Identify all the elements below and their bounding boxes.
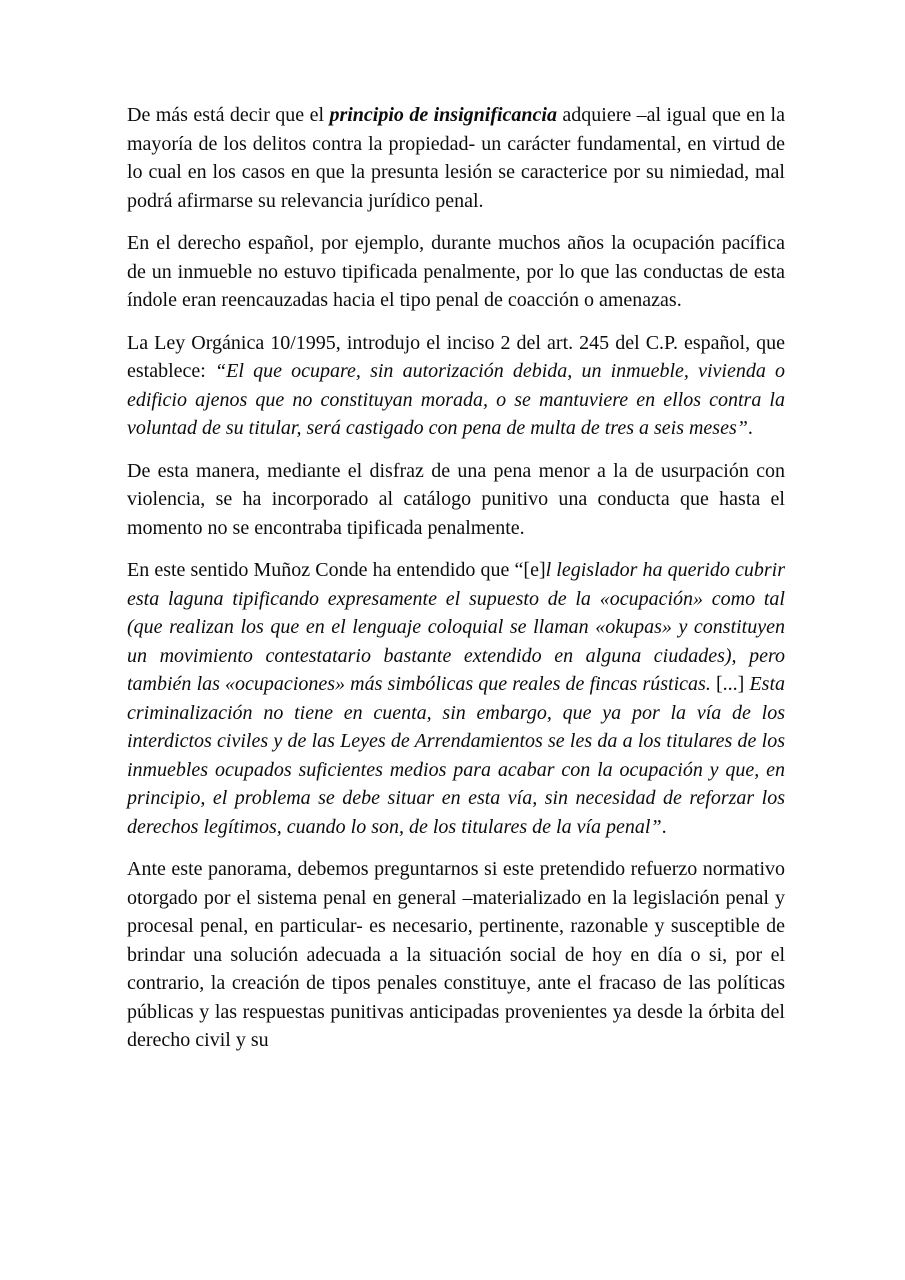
text-run: principio de insignificancia [329,104,557,126]
text-run: Ante este panorama, debemos preguntarnos si este pretendido refuerzo normativo otorgado por el sistema penal en general –materializado en la legislación penal y procesal penal, en particular- es necesario, pertinente, razonable y susceptible de brindar una solución adecuada a la situación social de hoy en día o si, por el contrario, la creación de tipos penales constituye, ante el fracaso de las políticas públicas y las respuestas punitivas anticipadas provenientes ya desde la órbita del derecho civil y su [127,858,785,1051]
document-body [127,101,785,1069]
text-run: . [747,417,753,439]
text-run: De más está decir que el [127,104,330,126]
text-run: En este sentido Muñoz Conde ha entendido que “[e] [127,559,546,581]
text-run: . [661,815,667,838]
text-run: La Ley Orgánica 10/1995, introdujo el inciso 2 del art. 245 del C.P. español, que establece: [127,331,785,382]
text-run: Esta criminalización no tiene en cuenta, sin embargo, que ya por la vía de los interdictos civiles y de las Leyes de Arrendamientos se les da a los titulares de los inmuebles ocupados suficientes medios para acabar con la ocupación y que, en principio, el problema se debe situar en esta vía, sin necesidad de reforzar los derechos legítimos, cuando lo son, de los titulares de la vía penal” [127,673,785,838]
text-run: “El que ocupare, sin autorización debida, un inmueble, vivienda o edificio ajenos que no constituyan morada, o se mantuviere en ellos contra la voluntad de su titular, será castigado con pena de multa de tres a seis meses” [127,360,786,439]
paragraph [127,457,785,543]
paragraph [127,329,785,443]
text-run: De esta manera, mediante el disfraz de una pena menor a la de usurpación con violencia, se ha incorporado al catálogo punitivo una conducta que hasta el momento no se encontraba tipificada penalmente. [127,459,785,539]
text-run: [...] [710,673,750,695]
text-run: l legislador ha querido cubrir esta laguna tipificando expresamente el supuesto de la «ocupación» como tal (que realizan los que en el lenguaje coloquial se llaman «okupas» y constituyen un movimiento contestatario bastante extendido en alguna ciudades), pero también las «ocupaciones» más simbólicas que reales de fincas rústicas. [127,559,785,695]
paragraph [127,101,785,215]
paragraph [127,556,785,841]
paragraph [127,229,785,315]
text-run: adquiere –al igual que en la mayoría de los delitos contra la propiedad- un carácter fundamental, en virtud de lo cual en los casos en que la presunta lesión se caracterice por su nimiedad, mal podrá afirmarse su relevancia jurídico penal. [127,104,785,212]
text-run: En el derecho español, por ejemplo, durante muchos años la ocupación pacífica de un inmueble no estuvo tipificada penalmente, por lo que las conductas de esta índole eran reencauzadas hacia el tipo penal de coacción o amenazas. [127,232,785,311]
paragraph [127,855,785,1055]
